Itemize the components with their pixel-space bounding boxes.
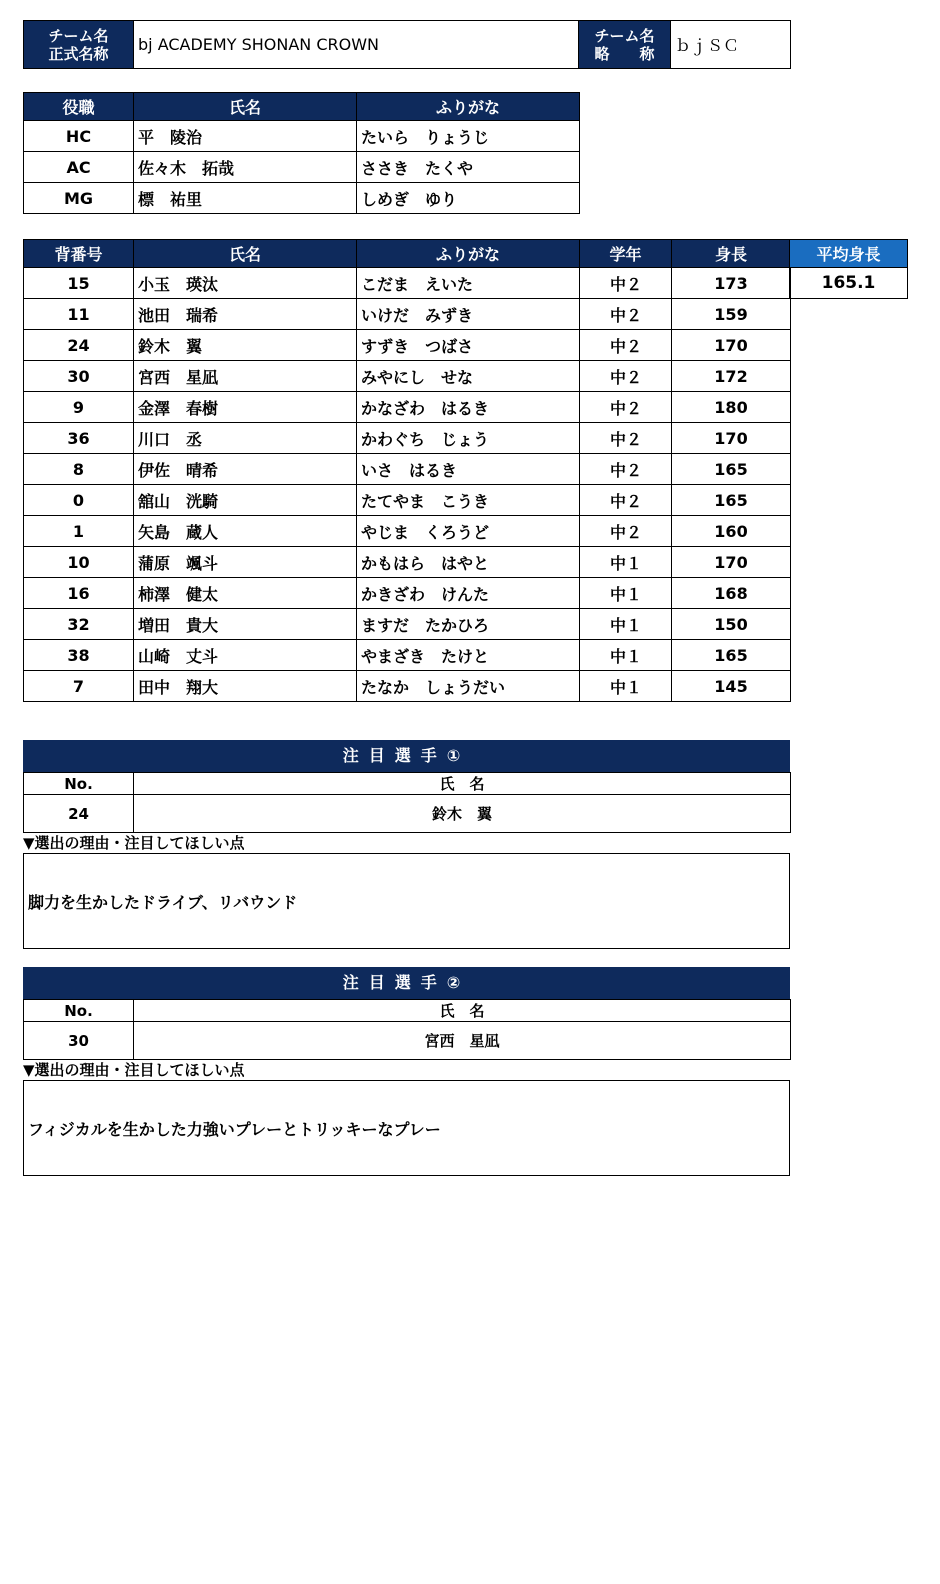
player-number: 9 — [24, 392, 134, 423]
player-number: 11 — [24, 299, 134, 330]
player-grade: 中２ — [580, 299, 672, 330]
player-grade: 中２ — [580, 330, 672, 361]
player-number: 38 — [24, 640, 134, 671]
player-kana: すずき つばさ — [357, 330, 580, 361]
player-kana: かもはら はやと — [357, 547, 580, 578]
player-kana: やまざき たけと — [357, 640, 580, 671]
player-height: 165 — [672, 485, 791, 516]
player-number: 10 — [24, 547, 134, 578]
player-kana: こだま えいた — [357, 268, 580, 299]
player-roster-table — [23, 239, 791, 702]
staff-row — [24, 121, 580, 152]
player-height: 180 — [672, 392, 791, 423]
featured-title: 注目選手① — [23, 740, 790, 772]
featured-title: 注目選手② — [23, 967, 790, 999]
reason-text: フィジカルを生かした力強いプレーとトリッキーなプレー — [28, 1119, 441, 1139]
official-label-line2: 正式名称 — [48, 44, 109, 63]
player-name: 増田 貴大 — [134, 609, 357, 640]
player-name: 田中 翔大 — [134, 671, 357, 702]
featured-player-2 — [23, 967, 790, 1176]
player-name: 矢島 蔵人 — [134, 516, 357, 547]
player-name: 蒲原 颯斗 — [134, 547, 357, 578]
player-number: 16 — [24, 578, 134, 609]
average-height-value: 165.1 — [790, 268, 908, 299]
player-header-kana: ふりがな — [357, 240, 580, 268]
featured-name-label: 氏 名 — [134, 773, 791, 795]
player-height: 170 — [672, 547, 791, 578]
staff-kana: しめぎ ゆり — [357, 183, 580, 214]
player-row — [24, 299, 791, 330]
player-height: 170 — [672, 330, 791, 361]
player-grade: 中２ — [580, 485, 672, 516]
player-name: 金澤 春樹 — [134, 392, 357, 423]
player-row — [24, 485, 791, 516]
player-kana: かきざわ けんた — [357, 578, 580, 609]
player-row — [24, 361, 791, 392]
reason-label: ▼選出の理由・注目してほしい点 — [23, 1061, 245, 1079]
player-name: 池田 瑞希 — [134, 299, 357, 330]
staff-header-kana: ふりがな — [357, 93, 580, 121]
short-name-label — [579, 21, 671, 69]
reason-box — [23, 853, 790, 949]
player-grade: 中１ — [580, 671, 672, 702]
staff-header-role: 役職 — [24, 93, 134, 121]
official-name-label — [24, 21, 134, 69]
reason-label: ▼選出の理由・注目してほしい点 — [23, 834, 245, 852]
player-kana: いけだ みずき — [357, 299, 580, 330]
featured-player-1 — [23, 740, 790, 949]
player-kana: かわぐち じょう — [357, 423, 580, 454]
short-name-value: ｂｊＳＣ — [671, 21, 791, 69]
staff-table — [23, 92, 580, 214]
player-row — [24, 640, 791, 671]
featured-no: 30 — [24, 1022, 134, 1060]
player-row — [24, 454, 791, 485]
player-header-height: 身長 — [672, 240, 791, 268]
player-number: 32 — [24, 609, 134, 640]
featured-no: 24 — [24, 795, 134, 833]
staff-kana: ささき たくや — [357, 152, 580, 183]
player-height: 168 — [672, 578, 791, 609]
player-name: 山崎 丈斗 — [134, 640, 357, 671]
player-row — [24, 268, 791, 299]
player-kana: ますだ たかひろ — [357, 609, 580, 640]
player-kana: たてやま こうき — [357, 485, 580, 516]
player-number: 8 — [24, 454, 134, 485]
player-grade: 中２ — [580, 392, 672, 423]
player-grade: 中２ — [580, 361, 672, 392]
player-grade: 中１ — [580, 578, 672, 609]
staff-header-name: 氏名 — [134, 93, 357, 121]
player-height: 145 — [672, 671, 791, 702]
player-name: 鈴木 翼 — [134, 330, 357, 361]
featured-no-label: No. — [24, 1000, 134, 1022]
staff-role: HC — [24, 121, 134, 152]
staff-kana: たいら りょうじ — [357, 121, 580, 152]
featured-name-label: 氏 名 — [134, 1000, 791, 1022]
player-height: 172 — [672, 361, 791, 392]
player-row — [24, 609, 791, 640]
player-height: 173 — [672, 268, 791, 299]
player-grade: 中１ — [580, 640, 672, 671]
player-name: 舘山 洸騎 — [134, 485, 357, 516]
player-header-name: 氏名 — [134, 240, 357, 268]
player-row — [24, 423, 791, 454]
player-number: 0 — [24, 485, 134, 516]
reason-text: 脚力を生かしたドライブ、リバウンド — [28, 892, 298, 912]
staff-role: MG — [24, 183, 134, 214]
player-name: 川口 丞 — [134, 423, 357, 454]
player-row — [24, 392, 791, 423]
player-height: 165 — [672, 640, 791, 671]
player-grade: 中２ — [580, 454, 672, 485]
staff-row — [24, 183, 580, 214]
player-number: 7 — [24, 671, 134, 702]
staff-name: 標 祐里 — [134, 183, 357, 214]
player-row — [24, 330, 791, 361]
player-kana: たなか しょうだい — [357, 671, 580, 702]
team-header-table — [23, 20, 791, 69]
player-grade: 中１ — [580, 609, 672, 640]
short-label-line2: 略 称 — [594, 44, 655, 63]
player-grade: 中１ — [580, 547, 672, 578]
featured-name: 宮西 星凪 — [134, 1022, 791, 1060]
player-grade: 中２ — [580, 268, 672, 299]
player-row — [24, 516, 791, 547]
player-number: 1 — [24, 516, 134, 547]
staff-role: AC — [24, 152, 134, 183]
player-header-number: 背番号 — [24, 240, 134, 268]
featured-no-label: No. — [24, 773, 134, 795]
player-grade: 中２ — [580, 516, 672, 547]
staff-row — [24, 152, 580, 183]
staff-name: 佐々木 拓哉 — [134, 152, 357, 183]
player-number: 30 — [24, 361, 134, 392]
short-label-line1: チーム名 — [594, 26, 655, 45]
player-name: 小玉 瑛汰 — [134, 268, 357, 299]
player-kana: かなざわ はるき — [357, 392, 580, 423]
featured-name: 鈴木 翼 — [134, 795, 791, 833]
average-height-label: 平均身長 — [790, 240, 908, 268]
player-number: 15 — [24, 268, 134, 299]
player-row — [24, 547, 791, 578]
player-kana: みやにし せな — [357, 361, 580, 392]
player-height: 160 — [672, 516, 791, 547]
official-label-line1: チーム名 — [48, 26, 109, 45]
player-height: 159 — [672, 299, 791, 330]
player-name: 柿澤 健太 — [134, 578, 357, 609]
player-row — [24, 671, 791, 702]
player-number: 36 — [24, 423, 134, 454]
player-grade: 中２ — [580, 423, 672, 454]
player-header-grade: 学年 — [580, 240, 672, 268]
player-row — [24, 578, 791, 609]
player-height: 170 — [672, 423, 791, 454]
player-name: 伊佐 晴希 — [134, 454, 357, 485]
staff-name: 平 陵治 — [134, 121, 357, 152]
player-kana: いさ はるき — [357, 454, 580, 485]
featured-table — [23, 772, 791, 833]
player-height: 150 — [672, 609, 791, 640]
player-name: 宮西 星凪 — [134, 361, 357, 392]
player-number: 24 — [24, 330, 134, 361]
reason-box — [23, 1080, 790, 1176]
player-height: 165 — [672, 454, 791, 485]
average-height-table — [789, 239, 908, 299]
official-name-value: bj ACADEMY SHONAN CROWN — [134, 21, 579, 69]
featured-table — [23, 999, 791, 1060]
player-kana: やじま くろうど — [357, 516, 580, 547]
